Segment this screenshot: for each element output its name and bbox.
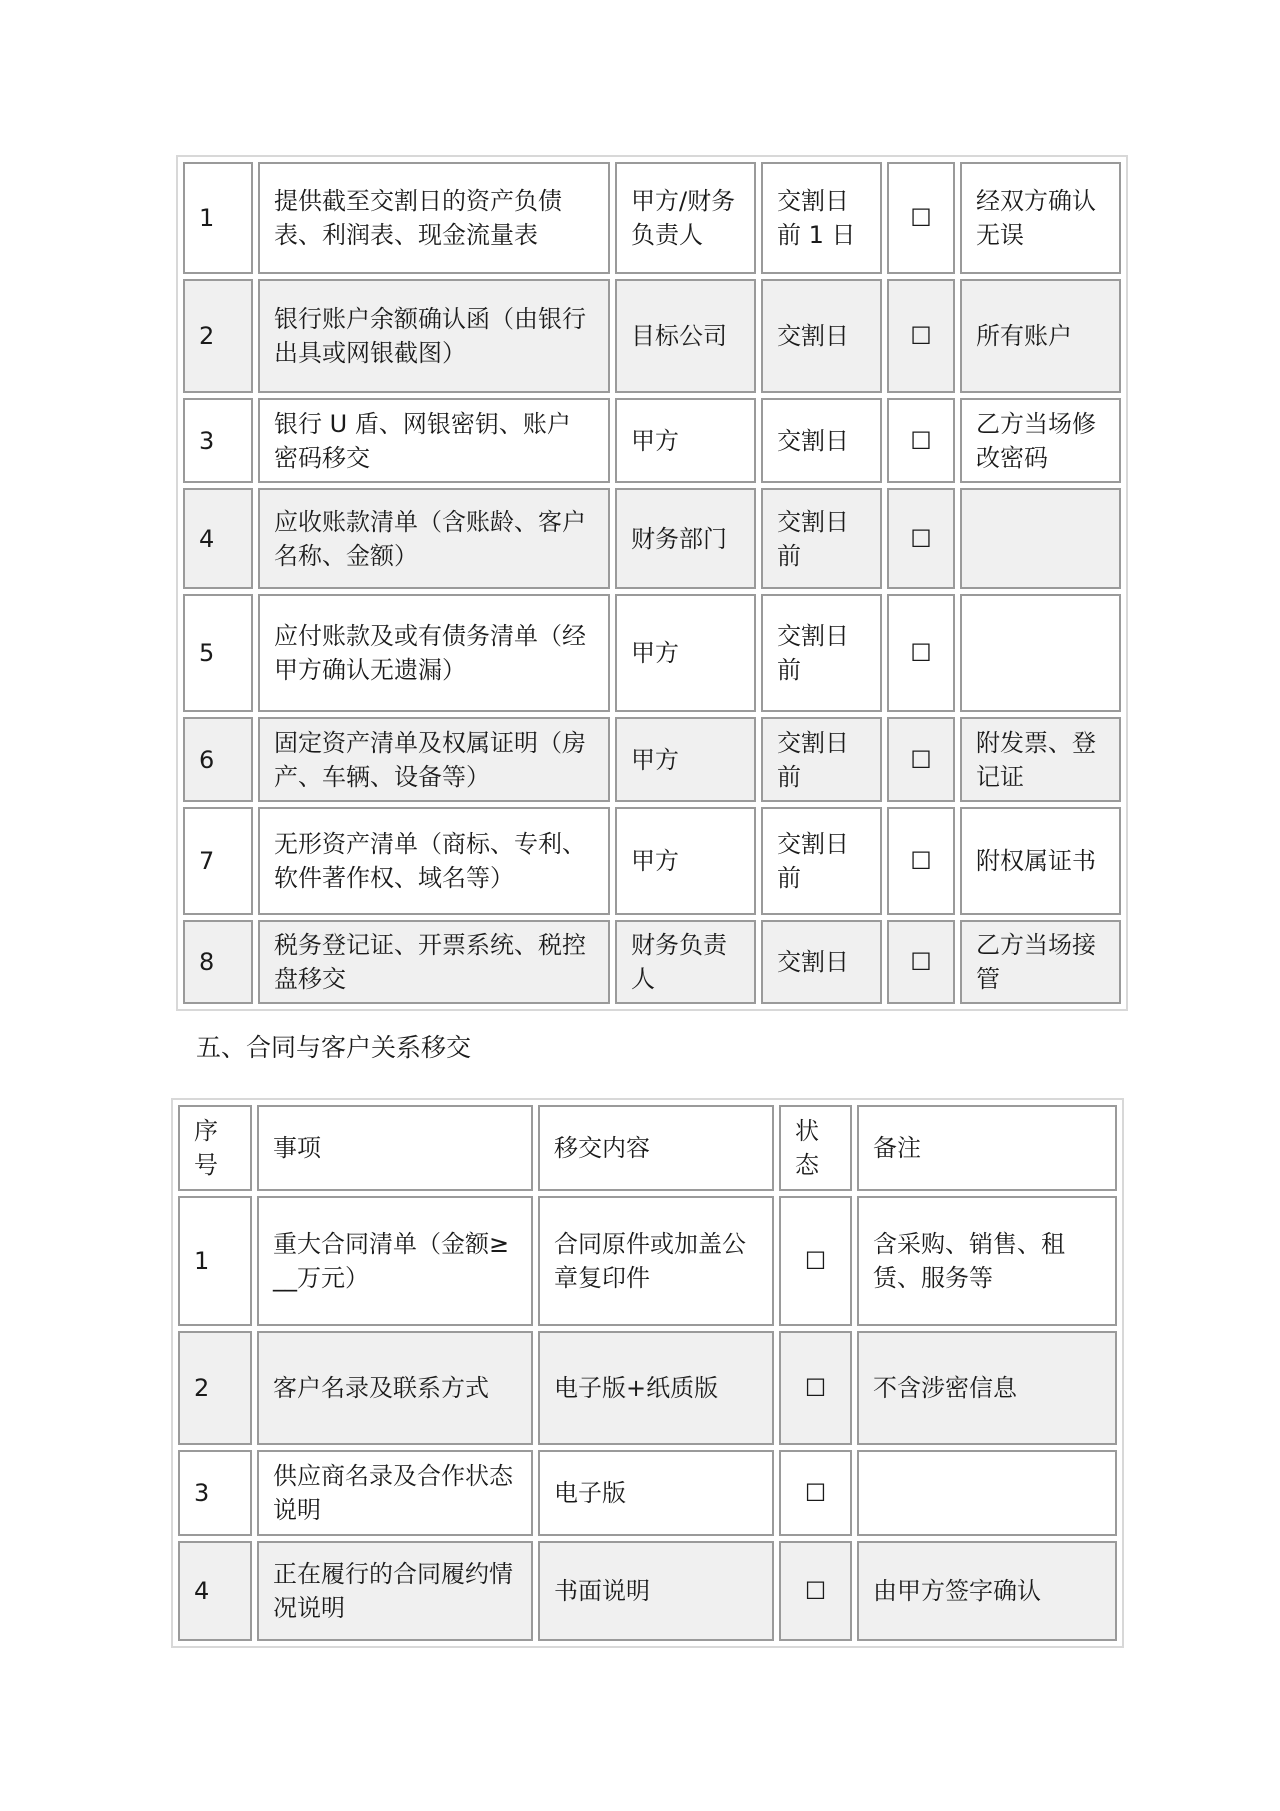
row-number: 1 (183, 162, 253, 274)
row-party: 甲方 (615, 594, 756, 712)
status-checkbox[interactable]: ☐ (887, 488, 955, 589)
status-checkbox[interactable]: ☐ (779, 1541, 852, 1641)
row-content: 书面说明 (538, 1541, 774, 1641)
table-header-row (178, 1105, 1117, 1191)
row-item: 无形资产清单（商标、专利、软件著作权、域名等） (258, 807, 610, 915)
row-item: 应付账款及或有债务清单（经甲方确认无遗漏） (258, 594, 610, 712)
row-item: 固定资产清单及权属证明（房产、车辆、设备等） (258, 717, 610, 802)
table-row (183, 279, 1121, 393)
row-party: 甲方 (615, 398, 756, 483)
row-party: 甲方 (615, 807, 756, 915)
row-time: 交割日 (761, 398, 882, 483)
row-party: 甲方/财务负责人 (615, 162, 756, 274)
row-party: 财务负责人 (615, 920, 756, 1004)
row-time: 交割日前 (761, 488, 882, 589)
section-heading: 五、合同与客户关系移交 (196, 1033, 472, 1062)
row-time: 交割日 (761, 279, 882, 393)
row-note: 附权属证书 (960, 807, 1121, 915)
row-item: 银行 U 盾、网银密钥、账户密码移交 (258, 398, 610, 483)
row-note: 由甲方签字确认 (857, 1541, 1117, 1641)
row-time: 交割日前 (761, 717, 882, 802)
table-row (178, 1450, 1117, 1536)
row-party: 甲方 (615, 717, 756, 802)
status-checkbox[interactable]: ☐ (779, 1450, 852, 1536)
status-checkbox[interactable]: ☐ (779, 1331, 852, 1445)
table-row (183, 717, 1121, 802)
row-item: 客户名录及联系方式 (257, 1331, 533, 1445)
row-item: 税务登记证、开票系统、税控盘移交 (258, 920, 610, 1004)
table-row (183, 488, 1121, 589)
row-item: 提供截至交割日的资产负债表、利润表、现金流量表 (258, 162, 610, 274)
row-party: 目标公司 (615, 279, 756, 393)
row-item: 银行账户余额确认函（由银行出具或网银截图） (258, 279, 610, 393)
table-row (183, 594, 1121, 712)
row-note: 乙方当场接管 (960, 920, 1121, 1004)
row-time: 交割日 (761, 920, 882, 1004)
row-item: 应收账款清单（含账龄、客户名称、金额） (258, 488, 610, 589)
status-checkbox[interactable]: ☐ (887, 279, 955, 393)
status-checkbox[interactable]: ☐ (887, 594, 955, 712)
row-note (857, 1450, 1117, 1536)
row-note: 经双方确认无误 (960, 162, 1121, 274)
status-checkbox[interactable]: ☐ (887, 162, 955, 274)
table-row (178, 1196, 1117, 1326)
row-number: 7 (183, 807, 253, 915)
header-seq: 序号 (178, 1105, 252, 1191)
row-number: 2 (178, 1331, 252, 1445)
row-content: 电子版 (538, 1450, 774, 1536)
row-number: 2 (183, 279, 253, 393)
table-row (178, 1541, 1117, 1641)
row-note: 所有账户 (960, 279, 1121, 393)
row-number: 5 (183, 594, 253, 712)
finance-handover-table (176, 155, 1128, 1011)
row-item: 供应商名录及合作状态说明 (257, 1450, 533, 1536)
row-note: 附发票、登记证 (960, 717, 1121, 802)
status-checkbox[interactable]: ☐ (779, 1196, 852, 1326)
row-content: 合同原件或加盖公章复印件 (538, 1196, 774, 1326)
table-row (183, 398, 1121, 483)
row-number: 6 (183, 717, 253, 802)
header-note: 备注 (857, 1105, 1117, 1191)
row-number: 8 (183, 920, 253, 1004)
header-status: 状态 (779, 1105, 852, 1191)
row-note: 乙方当场修改密码 (960, 398, 1121, 483)
table-row (183, 807, 1121, 915)
row-number: 3 (183, 398, 253, 483)
row-note: 不含涉密信息 (857, 1331, 1117, 1445)
row-content: 电子版+纸质版 (538, 1331, 774, 1445)
status-checkbox[interactable]: ☐ (887, 807, 955, 915)
row-number: 1 (178, 1196, 252, 1326)
row-note: 含采购、销售、租赁、服务等 (857, 1196, 1117, 1326)
header-item: 事项 (257, 1105, 533, 1191)
header-content: 移交内容 (538, 1105, 774, 1191)
contract-handover-table (171, 1098, 1124, 1648)
row-note (960, 594, 1121, 712)
row-number: 4 (178, 1541, 252, 1641)
row-note (960, 488, 1121, 589)
row-time: 交割日前 (761, 594, 882, 712)
row-item: 正在履行的合同履约情况说明 (257, 1541, 533, 1641)
table-row (183, 920, 1121, 1004)
status-checkbox[interactable]: ☐ (887, 398, 955, 483)
table-row (178, 1331, 1117, 1445)
row-time: 交割日前 1 日 (761, 162, 882, 274)
status-checkbox[interactable]: ☐ (887, 920, 955, 1004)
status-checkbox[interactable]: ☐ (887, 717, 955, 802)
row-number: 4 (183, 488, 253, 589)
row-party: 财务部门 (615, 488, 756, 589)
row-number: 3 (178, 1450, 252, 1536)
table-row (183, 162, 1121, 274)
row-time: 交割日前 (761, 807, 882, 915)
row-item: 重大合同清单（金额≥__万元） (257, 1196, 533, 1326)
